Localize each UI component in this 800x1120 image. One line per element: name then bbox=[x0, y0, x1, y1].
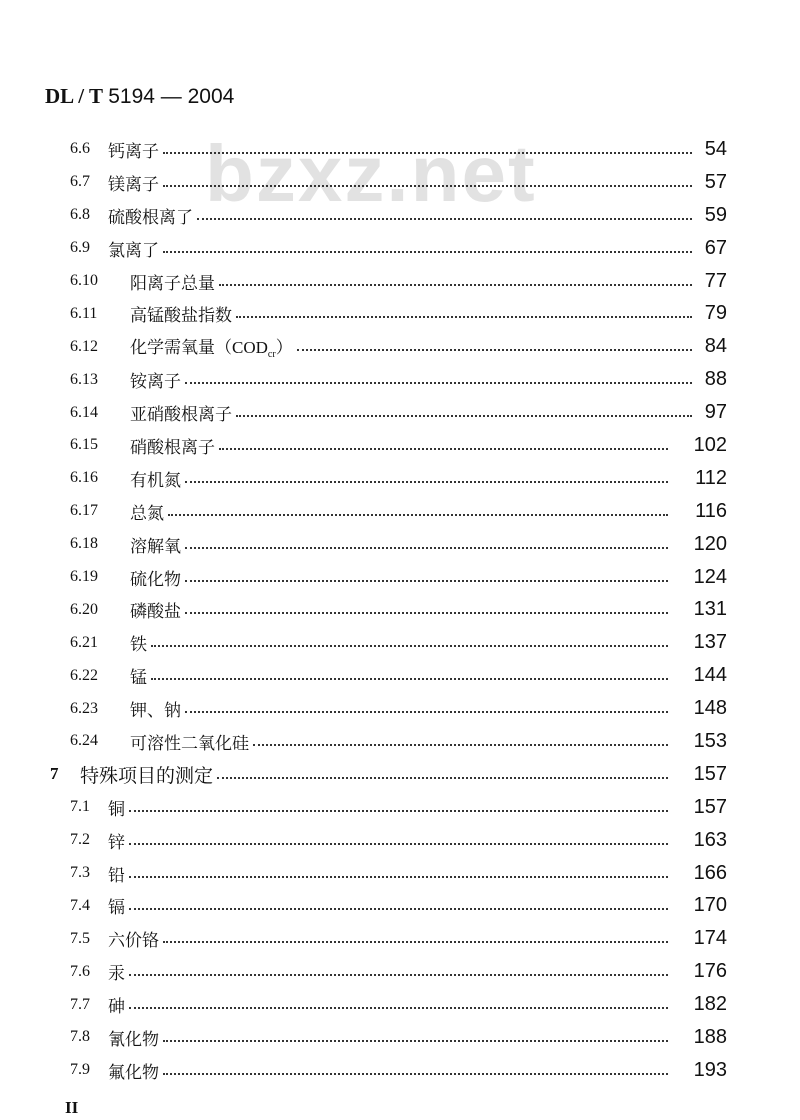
section-number: 6.15 bbox=[70, 436, 98, 454]
dot-leader bbox=[197, 218, 692, 220]
dot-leader bbox=[129, 810, 668, 812]
section-number: 7.6 bbox=[70, 962, 90, 980]
page-reference: 67 bbox=[704, 236, 727, 259]
dot-leader bbox=[236, 316, 692, 318]
toc-entry[interactable] bbox=[0, 199, 800, 232]
section-number: 6.11 bbox=[70, 304, 98, 322]
dot-leader bbox=[129, 974, 668, 976]
toc-entry[interactable] bbox=[0, 725, 800, 758]
section-number: 6.17 bbox=[70, 502, 98, 520]
dot-leader bbox=[129, 908, 668, 910]
toc-entry[interactable] bbox=[0, 955, 800, 988]
section-title: 六价铬 bbox=[108, 931, 159, 951]
section-title: 氟化物 bbox=[108, 1062, 159, 1082]
section-number: 6.14 bbox=[70, 403, 98, 421]
document-header bbox=[45, 84, 234, 109]
page-reference: 148 bbox=[693, 697, 727, 720]
dot-leader bbox=[163, 185, 692, 187]
section-number: 6.19 bbox=[70, 568, 98, 586]
section-title: 铅 bbox=[108, 865, 125, 885]
section-title: 阳离子总量 bbox=[130, 273, 215, 293]
dot-leader bbox=[168, 514, 668, 516]
page-reference: 193 bbox=[693, 1058, 727, 1081]
section-number: 6.13 bbox=[70, 370, 98, 388]
dot-leader bbox=[185, 481, 668, 483]
section-title: 总氮 bbox=[130, 503, 164, 523]
section-number: 6.22 bbox=[70, 666, 98, 684]
section-number: 7.1 bbox=[70, 798, 90, 816]
section-title: 化学需氧量$(COD_{cr})$ bbox=[130, 338, 293, 361]
toc-entry[interactable] bbox=[0, 626, 800, 659]
page-reference: 84 bbox=[704, 335, 727, 358]
section-number: 6.9 bbox=[70, 239, 90, 257]
section-title: 硫化物 bbox=[130, 569, 181, 589]
dot-leader bbox=[219, 448, 668, 450]
section-title: 镉 bbox=[108, 898, 125, 918]
toc-entry[interactable] bbox=[0, 133, 800, 166]
section-title: 氯离了 bbox=[108, 240, 159, 260]
section-number: 7.5 bbox=[70, 929, 90, 947]
toc-entry[interactable] bbox=[0, 330, 800, 363]
standard-code: DL / T bbox=[45, 84, 103, 108]
section-number: 6.23 bbox=[70, 699, 98, 717]
section-title: 可溶性二氧化硅 bbox=[130, 733, 249, 753]
page-reference: 79 bbox=[704, 302, 727, 325]
dot-leader bbox=[297, 349, 692, 351]
dot-leader bbox=[185, 612, 668, 614]
dot-leader bbox=[129, 843, 668, 845]
page-reference: 153 bbox=[693, 729, 727, 752]
toc-entry[interactable] bbox=[0, 922, 800, 955]
toc-entry[interactable] bbox=[0, 561, 800, 594]
dot-leader bbox=[163, 251, 692, 253]
page-reference: 137 bbox=[693, 631, 727, 654]
toc-entry[interactable] bbox=[0, 265, 800, 298]
page-reference: 102 bbox=[693, 433, 727, 456]
section-number: 7.2 bbox=[70, 831, 90, 849]
dot-leader bbox=[129, 1007, 668, 1009]
watermark: bzxz.net bbox=[205, 129, 537, 218]
toc-entry[interactable] bbox=[0, 363, 800, 396]
toc-entry[interactable] bbox=[0, 396, 800, 429]
toc-entry[interactable] bbox=[0, 692, 800, 725]
page-number: II bbox=[65, 1098, 79, 1117]
page-reference: 131 bbox=[693, 598, 727, 621]
dot-leader bbox=[185, 711, 668, 713]
section-number: 6.8 bbox=[70, 206, 90, 224]
page-reference: 174 bbox=[693, 927, 727, 950]
page-reference: 166 bbox=[693, 861, 727, 884]
subscript: cr bbox=[267, 349, 276, 361]
page-reference: 112 bbox=[695, 466, 727, 489]
toc-entry[interactable] bbox=[0, 495, 800, 528]
section-number: 7.8 bbox=[70, 1028, 90, 1046]
section-number: 6.21 bbox=[70, 633, 98, 651]
dot-leader bbox=[163, 152, 692, 154]
dot-leader bbox=[185, 547, 668, 549]
section-title: 铵离子 bbox=[130, 372, 181, 392]
section-title: 锰 bbox=[130, 668, 147, 688]
section-title: 高锰酸盐指数 bbox=[130, 306, 232, 326]
dot-leader bbox=[185, 382, 692, 384]
page-reference: 176 bbox=[693, 960, 727, 983]
page-reference: 97 bbox=[704, 401, 727, 424]
toc-entry[interactable] bbox=[0, 824, 800, 857]
section-number: 6.6 bbox=[70, 140, 90, 158]
toc-entry[interactable] bbox=[0, 1021, 800, 1054]
toc-entry[interactable] bbox=[0, 528, 800, 561]
toc-entry[interactable] bbox=[0, 857, 800, 890]
dot-leader bbox=[236, 415, 692, 417]
toc-entry[interactable] bbox=[0, 429, 800, 462]
page-reference: 54 bbox=[704, 137, 727, 160]
section-number: 7.4 bbox=[70, 896, 90, 914]
toc-entry[interactable] bbox=[0, 988, 800, 1021]
section-title: 铜 bbox=[108, 799, 125, 819]
page-reference: 170 bbox=[693, 894, 727, 917]
section-title: 汞 bbox=[108, 964, 125, 984]
page-reference: 144 bbox=[693, 664, 727, 687]
page-reference: 116 bbox=[695, 499, 727, 522]
section-number: 7.3 bbox=[70, 864, 90, 882]
toc-entry[interactable] bbox=[0, 232, 800, 265]
dot-leader bbox=[163, 941, 668, 943]
dot-leader bbox=[151, 678, 668, 680]
dot-leader bbox=[151, 645, 668, 647]
section-title: 镁离子 bbox=[108, 174, 159, 194]
page-reference: 157 bbox=[693, 795, 727, 818]
toc-entry[interactable] bbox=[0, 659, 800, 692]
toc-entry[interactable] bbox=[0, 1054, 800, 1087]
section-number: 7.9 bbox=[70, 1061, 90, 1079]
section-number: 6.20 bbox=[70, 600, 98, 618]
section-number: 7.7 bbox=[70, 995, 90, 1013]
section-number: 6.12 bbox=[70, 337, 98, 355]
section-title: 特殊项目的测定 bbox=[80, 765, 214, 787]
page-reference: 57 bbox=[704, 170, 727, 193]
section-title: 有机氮 bbox=[130, 470, 181, 490]
dot-leader bbox=[129, 876, 668, 878]
page-reference: 77 bbox=[704, 269, 727, 292]
section-title: 铁 bbox=[130, 635, 147, 655]
dot-leader bbox=[217, 777, 668, 779]
page-reference: 88 bbox=[704, 368, 727, 391]
section-title: 硫酸根离了 bbox=[108, 207, 193, 227]
toc-entry[interactable] bbox=[0, 297, 800, 330]
section-title: 钙离子 bbox=[108, 141, 159, 161]
page-reference: 188 bbox=[693, 1025, 727, 1048]
section-title: 溶解氧 bbox=[130, 536, 181, 556]
toc-entry[interactable] bbox=[0, 166, 800, 199]
dot-leader bbox=[163, 1073, 668, 1075]
toc-chapter-entry[interactable] bbox=[0, 758, 800, 791]
section-title: 硝酸根离子 bbox=[130, 437, 215, 457]
section-title: 磷酸盐 bbox=[130, 602, 181, 622]
dot-leader bbox=[219, 284, 692, 286]
dot-leader bbox=[185, 580, 668, 582]
toc-entry[interactable] bbox=[0, 593, 800, 626]
dot-leader bbox=[253, 744, 668, 746]
section-number: 6.24 bbox=[70, 732, 98, 750]
toc-entry[interactable] bbox=[0, 462, 800, 495]
section-title: 锌 bbox=[108, 832, 125, 852]
page-reference: 157 bbox=[693, 762, 727, 785]
section-number: 6.16 bbox=[70, 469, 98, 487]
page-reference: 182 bbox=[693, 993, 727, 1016]
section-title: 钾、钠 bbox=[130, 701, 181, 721]
section-number: 6.10 bbox=[70, 272, 98, 289]
standard-number: 5194 — 2004 bbox=[108, 85, 235, 108]
section-title: 砷 bbox=[108, 997, 125, 1017]
toc-entry[interactable] bbox=[0, 889, 800, 922]
section-title: 亚硝酸根离子 bbox=[130, 405, 232, 425]
page-reference: 59 bbox=[704, 203, 727, 226]
section-number: 7 bbox=[50, 764, 59, 784]
page-reference: 124 bbox=[693, 565, 727, 588]
page-reference: 120 bbox=[693, 532, 727, 555]
toc-entry[interactable] bbox=[0, 791, 800, 824]
table-of-contents bbox=[0, 133, 800, 1087]
section-number: 6.18 bbox=[70, 535, 98, 553]
section-number: 6.7 bbox=[70, 173, 90, 191]
section-title: 氰化物 bbox=[108, 1029, 159, 1049]
page-reference: 163 bbox=[693, 828, 727, 851]
dot-leader bbox=[163, 1040, 668, 1042]
